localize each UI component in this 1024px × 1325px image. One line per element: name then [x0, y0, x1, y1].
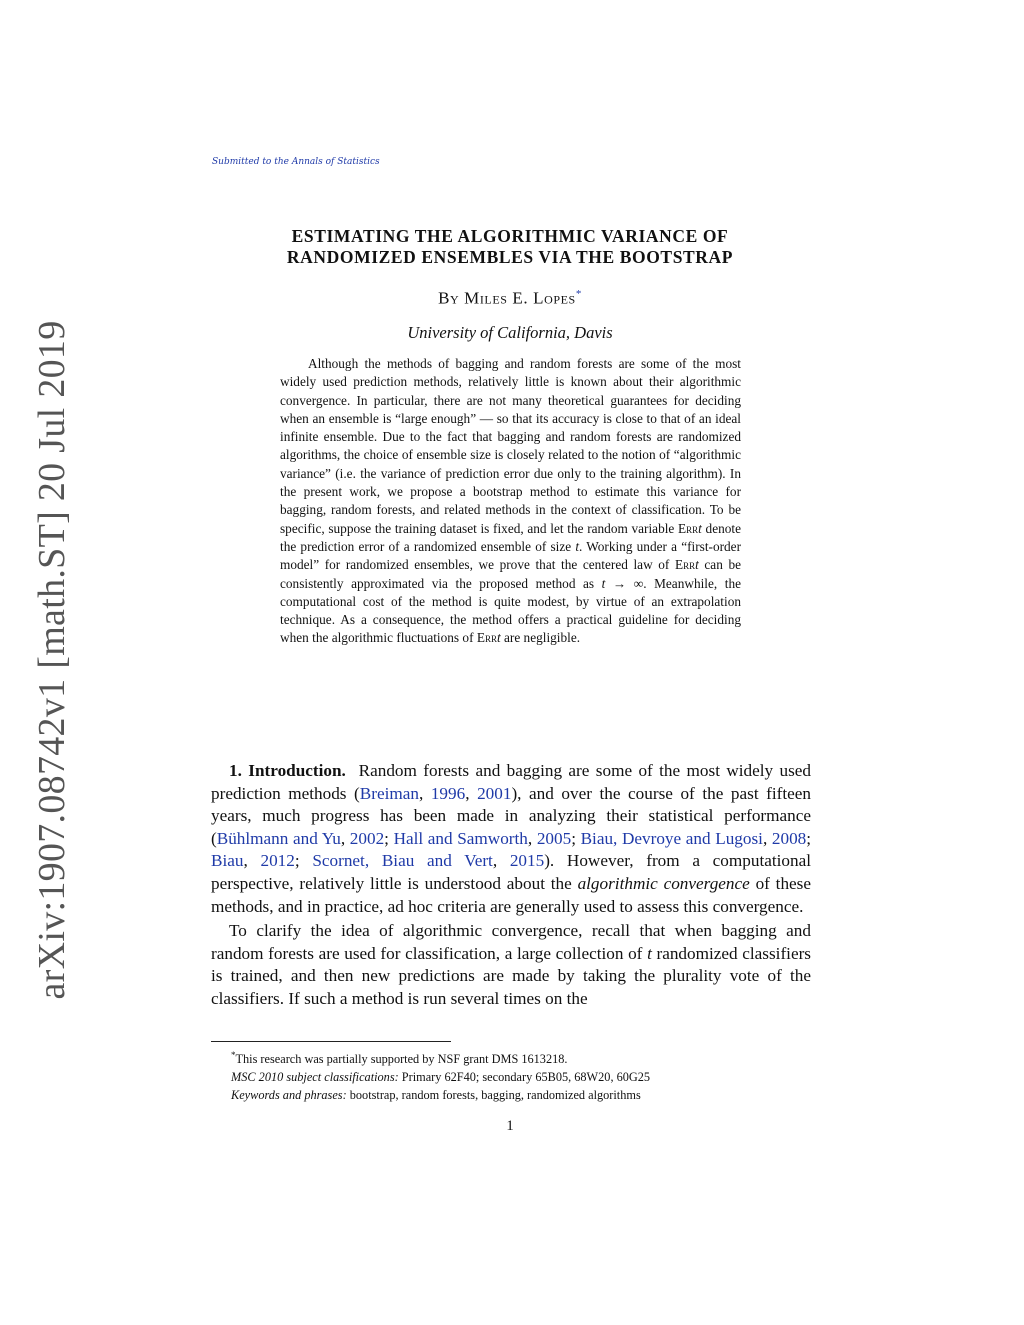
citation-link[interactable]: Biau, Devroye and Lugosi	[580, 828, 763, 848]
author-footnote-mark[interactable]: *	[575, 288, 582, 300]
footnote-msc: MSC 2010 subject classifications: Primary 62F40; secondary 65B05, 68W20, 60G25	[231, 1070, 651, 1085]
citation-link[interactable]: Bühlmann and Yu	[216, 828, 341, 848]
err-symbol: Err	[678, 520, 699, 536]
citation-link[interactable]: Biau	[211, 851, 244, 871]
arxiv-sidebar	[22, 320, 82, 1000]
paper-title	[200, 226, 820, 268]
footnote-keywords: Keywords and phrases: bootstrap, random forests, bagging, randomized algorithms	[231, 1088, 641, 1103]
citation-link[interactable]: 2001	[477, 783, 512, 803]
author-byline	[200, 288, 820, 309]
intro-paragraph-1: 1. Introduction. Random forests and bagging are some of the most widely used prediction methods (Breiman, 1996, 2001), and over the course of the past fifteen years, much progress has been made in analyzing their statistical performance (Bühlmann and Yu, 2002; Hall and Samworth, 2005; Biau, Devroye and Lugosi, 2008; Biau, 2012; Scornet, Biau and Vert, 2015). However, from a computational perspective, relatively little is understood about the algorithmic convergence of these methods, and in practice, ad hoc criteria are generally used to assess this convergence.	[211, 761, 812, 916]
section-introduction	[211, 760, 811, 1011]
footnotes	[211, 1046, 821, 1104]
title-line-1: ESTIMATING THE ALGORITHMIC VARIANCE OF	[291, 226, 729, 246]
abstract	[280, 355, 741, 648]
title-line-2: RANDOMIZED ENSEMBLES VIA THE BOOTSTRAP	[286, 247, 734, 267]
citation-link[interactable]: 2015	[509, 851, 545, 871]
citation-link[interactable]: Hall and Samworth	[393, 828, 528, 848]
arxiv-id: arXiv:1907.08742v1 [math.ST] 20 Jul 2019	[31, 320, 73, 1000]
citation-link[interactable]: 2002	[349, 828, 385, 848]
affiliation: University of California, Davis	[407, 323, 613, 342]
footnote-funding: *This research was partially supported by NSF grant DMS 1613218.	[231, 1050, 568, 1067]
citation-link[interactable]: 2012	[260, 851, 295, 871]
submitted-note[interactable]: Submitted to the Annals of Statistics	[212, 157, 380, 167]
citation-link[interactable]: 2008	[771, 828, 807, 848]
citation-link[interactable]: Breiman	[359, 783, 419, 803]
abstract-text: Although the methods of bagging and random forests are some of the most widely used prediction methods, relatively little is known about their algorithmic convergence. In particular, there are not many theoretical guarantees for deciding when an ensemble is “large enough” — so that its accuracy is close to that of an ideal infinite ensemble. Due to the fact that bagging and random forests are randomized algorithms, the choice of ensemble size is closely related to the notion of “algorithmic variance” (i.e. the variance of prediction error due only to the training algorithm). In the present work, we propose a bootstrap method to estimate this variance for bagging, random forests, and related methods in the context of classification. To be specific, suppose the training dataset is fixed, and let the random variable Errt denote the prediction error of a randomized ensemble of size t. Working under a “first-order model” for randomized ensembles, we prove that the centered law of Errt can be consistently approximated via the proposed method as t → ∞. Meanwhile, the computational cost of the method is quite modest, by virtue of an extrapolation technique. As a consequence, the method offers a practical guideline for deciding when the algorithmic fluctuations of Errt are negligible.	[280, 356, 741, 646]
citation-link[interactable]: 1996	[430, 783, 466, 803]
emphasis: algorithmic convergence	[577, 873, 750, 893]
intro-paragraph-2: To clarify the idea of algorithmic convergence, recall that when bagging and random forests are used for classification, a large collection of t randomized classifiers is trained, and then new predictions are made by taking the plurality vote of the classifiers. If such a method is run several times on the	[211, 921, 811, 1008]
citation-link[interactable]: Scornet, Biau and Vert	[312, 851, 493, 871]
page-number: 1	[506, 1118, 514, 1134]
author-name: By Miles E. Lopes	[438, 288, 576, 308]
section-heading: 1. Introduction.	[229, 761, 346, 780]
citation-link[interactable]: 2005	[536, 828, 572, 848]
footnote-divider	[211, 1041, 451, 1042]
